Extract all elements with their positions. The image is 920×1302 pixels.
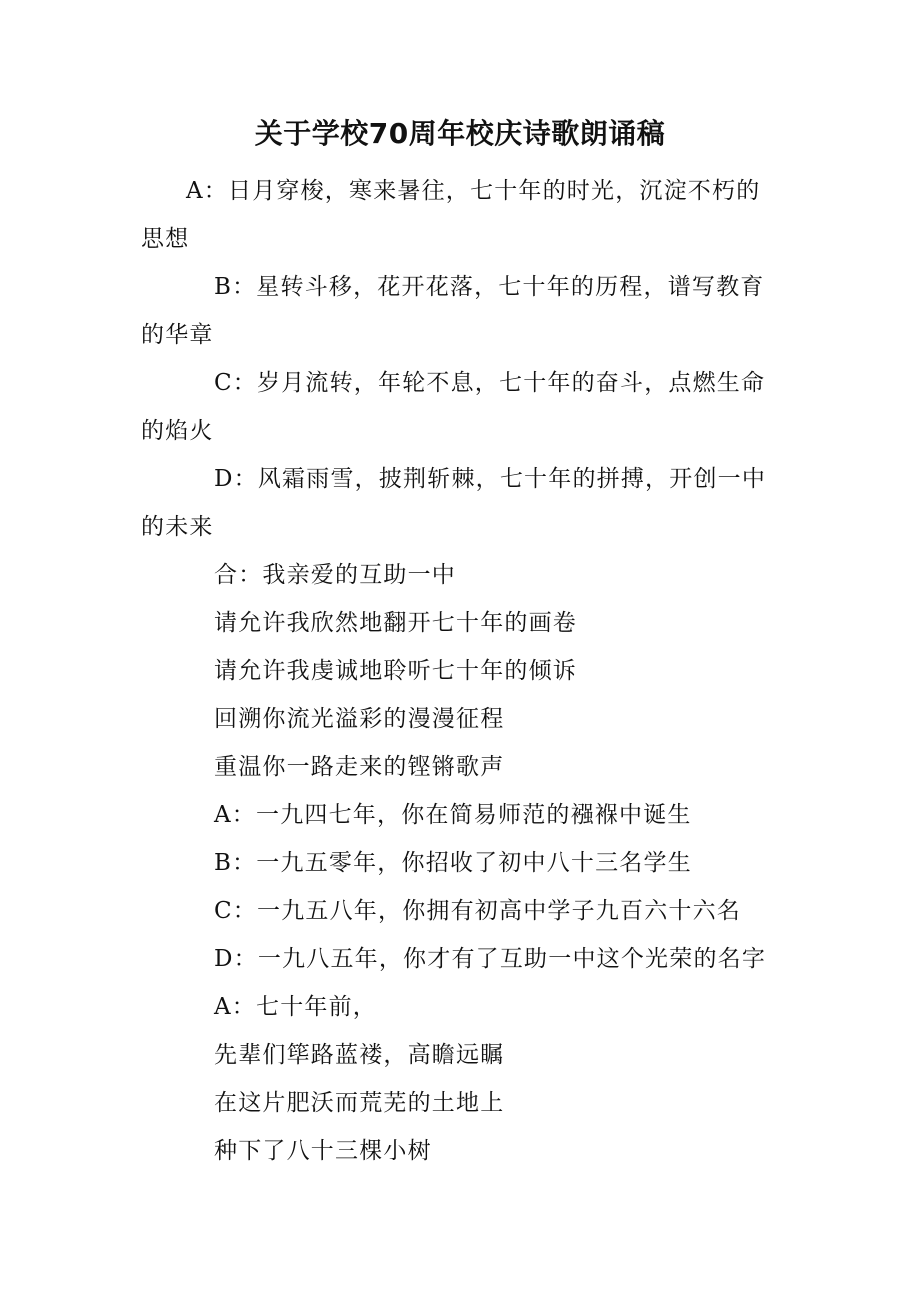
verse-line: 先辈们筚路蓝褛，高瞻远瞩	[214, 1042, 505, 1068]
verse-line: 请允许我欣然地翻开七十年的画卷	[214, 610, 577, 636]
verse-line: B：一九五零年，你招收了初中八十三名学生	[214, 850, 692, 876]
verse-line: 合：我亲爱的互助一中	[214, 562, 456, 588]
page-title: 关于学校70周年校庆诗歌朗诵稿	[254, 117, 666, 150]
verse-line: A：七十年前，	[214, 994, 378, 1020]
verse-line: 请允许我虔诚地聆听七十年的倾诉	[214, 658, 577, 684]
paragraph-d-line1: D：风霜雨雪，披荆斩棘，七十年的拼搏，开创一中	[214, 466, 767, 492]
paragraph-c-line1: C：岁月流转，年轮不息，七十年的奋斗，点燃生命	[214, 370, 766, 396]
paragraph-d-line2: 的未来	[141, 514, 214, 540]
verse-line: 回溯你流光溢彩的漫漫征程	[214, 706, 505, 732]
paragraph-a-line1: A：日月穿梭，寒来暑往，七十年的时光，沉淀不朽的	[186, 178, 761, 204]
verse-line: 在这片肥沃而荒芜的土地上	[214, 1090, 505, 1116]
verse-line: A：一九四七年，你在简易师范的襁褓中诞生	[214, 802, 692, 828]
paragraph-b-line1: B：星转斗移，花开花落，七十年的历程，谱写教育	[214, 274, 765, 300]
paragraph-b-line2: 的华章	[141, 322, 214, 348]
verse-line: 重温你一路走来的铿锵歌声	[214, 754, 505, 780]
verse-line: C：一九五八年，你拥有初高中学子九百六十六名	[214, 898, 741, 924]
paragraph-c-line2: 的焰火	[141, 418, 214, 444]
verse-line: D：一九八五年，你才有了互助一中这个光荣的名字	[214, 946, 767, 972]
paragraph-a-line2: 思想	[141, 226, 190, 252]
verse-line: 种下了八十三棵小树	[214, 1138, 432, 1164]
